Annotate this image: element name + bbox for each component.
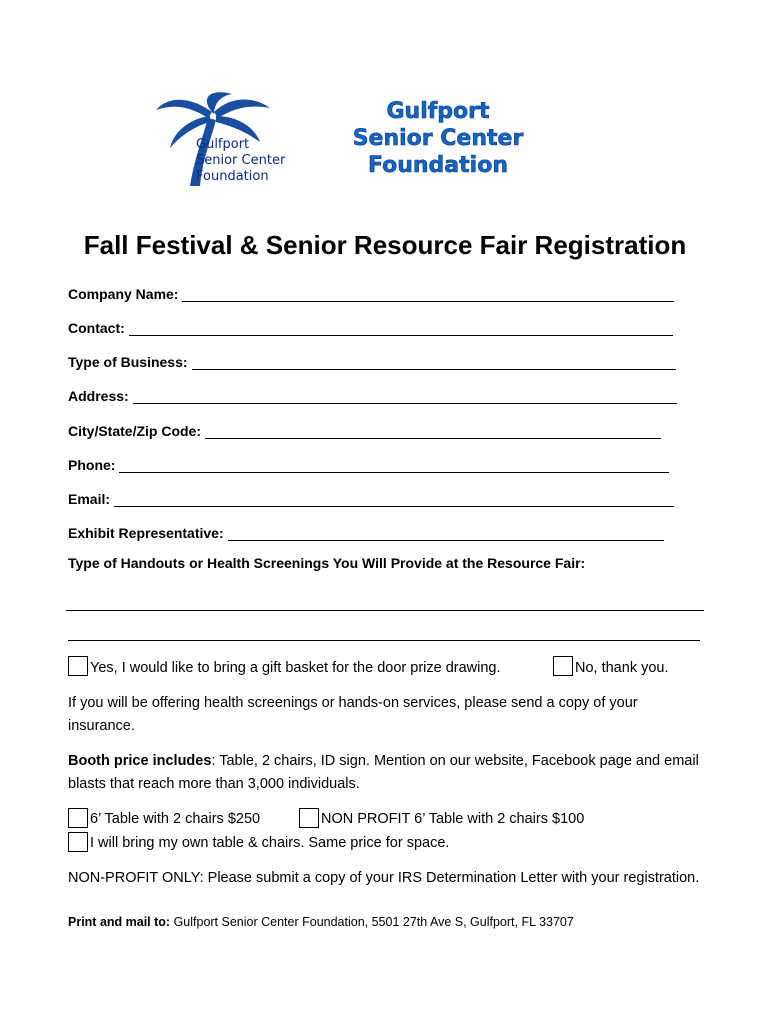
field-label: Contact: xyxy=(68,320,125,336)
address-line[interactable] xyxy=(133,388,677,404)
handouts-answer-line[interactable] xyxy=(66,610,704,611)
logo-text-line: Gulfport xyxy=(196,137,250,152)
mail-label: Print and mail to: xyxy=(68,915,171,929)
booth-info xyxy=(68,750,708,796)
phone-field[interactable] xyxy=(68,453,669,473)
gift-basket-yes-checkbox[interactable] xyxy=(68,656,88,676)
business-type-line[interactable] xyxy=(192,354,676,370)
city-state-zip-line[interactable] xyxy=(205,423,661,439)
mail-instructions xyxy=(68,915,574,929)
exhibit-representative-field[interactable] xyxy=(68,521,664,541)
company-name-line[interactable] xyxy=(182,286,674,302)
nonprofit-note: NON-PROFIT ONLY: Please submit a copy of your IRS Determination Letter with your registration. xyxy=(68,870,700,886)
gift-basket-no-checkbox[interactable] xyxy=(553,656,573,676)
field-label: Address: xyxy=(68,388,129,404)
phone-line[interactable] xyxy=(119,457,669,473)
field-label: City/State/Zip Code: xyxy=(68,423,202,439)
business-type-field[interactable] xyxy=(68,350,676,370)
own-table-label: I will bring my own table & chairs. Same price for space. xyxy=(90,835,450,851)
insurance-note: If you will be offering health screenings or hands-on services, please send a copy of your insurance. xyxy=(68,695,638,734)
mail-address: Gulfport Senior Center Foundation, 5501 27th Ave S, Gulfport, FL 33707 xyxy=(170,915,574,929)
field-label: Phone: xyxy=(68,457,116,473)
city-state-zip-field[interactable] xyxy=(68,419,661,439)
contact-line[interactable] xyxy=(129,320,673,336)
handouts-answer-line[interactable] xyxy=(68,640,700,641)
address-field[interactable] xyxy=(68,384,677,404)
gift-basket-no-label: No, thank you. xyxy=(575,660,669,676)
exhibit-representative-line[interactable] xyxy=(228,525,664,541)
table-250-checkbox[interactable] xyxy=(68,808,88,828)
field-label: Exhibit Representative: xyxy=(68,525,224,541)
field-label: Company Name: xyxy=(68,286,179,302)
field-label: Type of Business: xyxy=(68,354,188,370)
logo-text-line: Senior Center xyxy=(196,153,286,168)
table-250-label: 6’ Table with 2 chairs $250 xyxy=(90,811,261,827)
company-name-field[interactable] xyxy=(68,282,674,302)
handouts-prompt: Type of Handouts or Health Screenings You Will Provide at the Resource Fair: xyxy=(68,555,586,571)
field-label: Email: xyxy=(68,491,111,507)
form-title: Fall Festival & Senior Resource Fair Registration xyxy=(83,230,687,260)
own-table-checkbox[interactable] xyxy=(68,832,88,852)
brand-name-line: Senior Center xyxy=(352,126,524,151)
brand-name-line: Foundation xyxy=(367,153,508,178)
logo-text-line: Foundation xyxy=(196,169,269,184)
email-line[interactable] xyxy=(114,491,674,507)
booth-text: : Table, 2 chairs, ID sign. Mention on our website, Facebook page and email blasts that reach more than 3,000 individuals. xyxy=(68,753,699,792)
booth-heading: Booth price includes xyxy=(68,753,212,769)
nonprofit-100-checkbox[interactable] xyxy=(299,808,319,828)
contact-field[interactable] xyxy=(68,316,673,336)
brand-name-line: Gulfport xyxy=(386,99,490,124)
nonprofit-100-label: NON PROFIT 6’ Table with 2 chairs $100 xyxy=(321,811,585,827)
gift-basket-yes-label: Yes, I would like to bring a gift basket for the door prize drawing. xyxy=(90,660,501,676)
email-field[interactable] xyxy=(68,487,674,507)
